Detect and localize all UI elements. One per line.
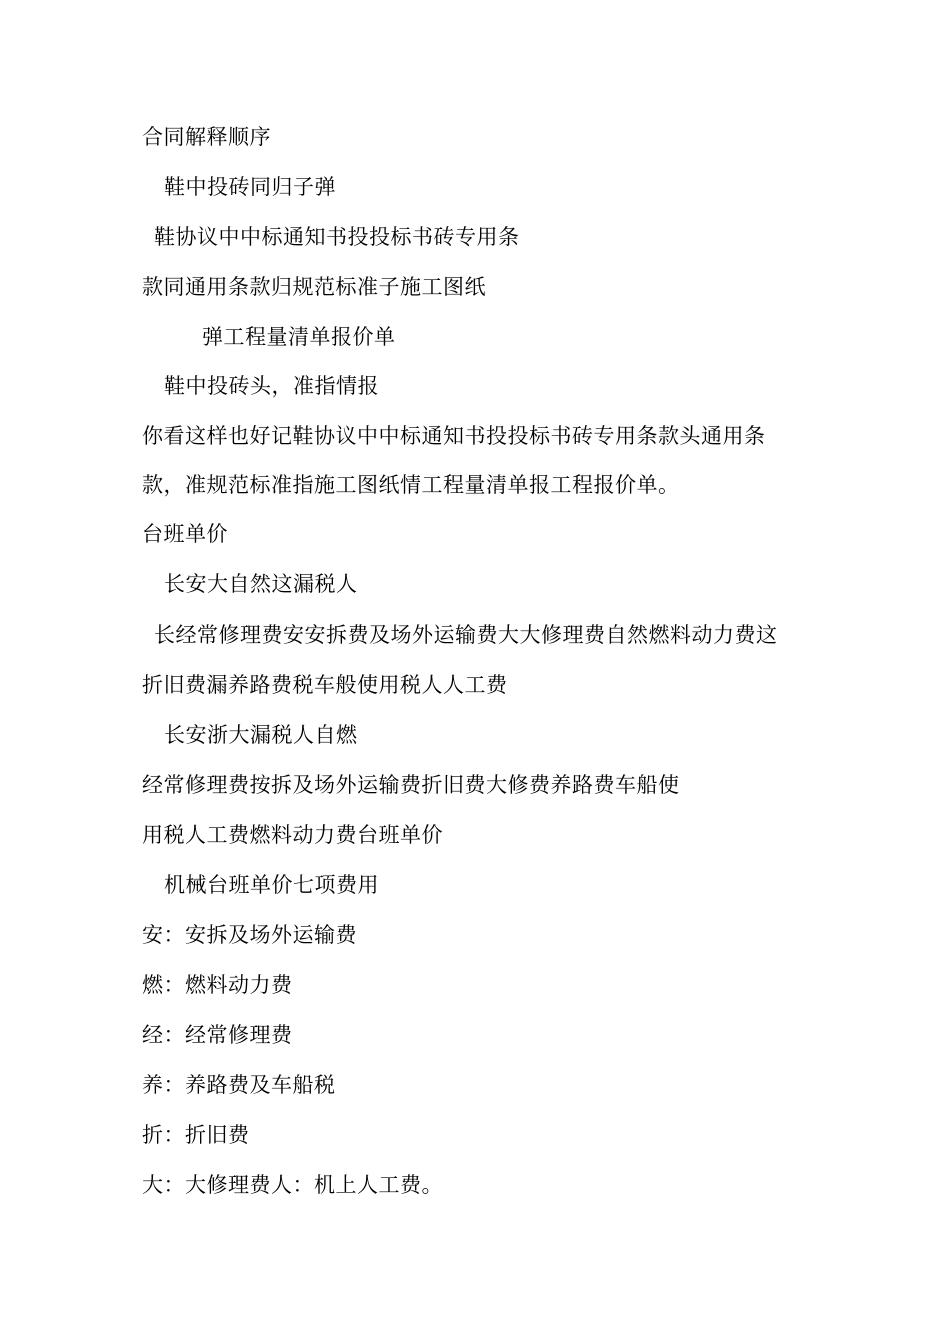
text-line: 折旧费漏养路费税车般使用税人人工费	[142, 673, 508, 697]
cost-item: 燃：燃料动力费	[142, 973, 293, 997]
text-line: 款同通用条款归规范标准子施工图纸	[142, 275, 486, 299]
cost-item: 经：经常修理费	[142, 1023, 293, 1047]
text-line: 用税人工费燃料动力费台班单价	[142, 823, 443, 847]
mnemonic-line: 长安浙大漏税人自燃	[164, 723, 358, 747]
text-line: 弹工程量清单报价单	[202, 325, 396, 349]
text-line: 鞋协议中中标通知书投投标书砖专用条	[154, 225, 520, 249]
text-line: 你看这样也好记鞋协议中中标通知书投投标书砖专用条款头通用条	[142, 424, 766, 448]
cost-item: 折：折旧费	[142, 1123, 250, 1147]
cost-item: 安：安拆及场外运输费	[142, 923, 357, 947]
heading-contract-interpretation-order: 合同解释顺序	[142, 125, 271, 149]
text-line: 经常修理费按拆及场外运输费折旧费大修费养路费车船使	[142, 773, 680, 797]
heading-machine-shift-price: 台班单价	[142, 522, 228, 546]
cost-item: 养：养路费及车船税	[142, 1073, 336, 1097]
text-line: 长经常修理费安安拆费及场外运输费大大修理费自然燃料动力费这	[154, 623, 778, 647]
mnemonic-line: 鞋中投砖头，准指情报	[164, 374, 379, 398]
mnemonic-line: 长安大自然这漏税人	[164, 572, 358, 596]
heading-seven-cost-items: 机械台班单价七项费用	[164, 873, 379, 897]
cost-item: 大：大修理费人：机上人工费。	[142, 1173, 443, 1197]
text-line: 款，准规范标准指施工图纸情工程量清单报工程报价单。	[142, 473, 680, 497]
mnemonic-line: 鞋中投砖同归子弹	[164, 175, 336, 199]
